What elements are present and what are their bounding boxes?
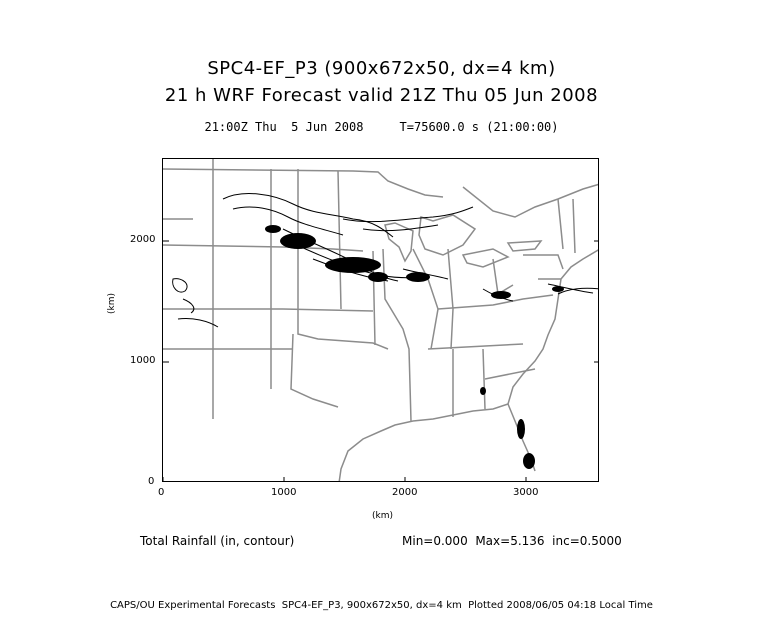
x-axis-unit: (km) [372,511,394,521]
rainfall-contours [173,194,599,327]
variable-label: Total Rainfall (in, contour) [140,534,295,548]
y-tick-1000: 1000 [130,355,156,366]
title-line-2: 21 h WRF Forecast valid 21Z Thu 05 Jun 2008 [164,85,599,106]
x-tick-3000: 3000 [513,487,539,498]
rainfall-max-cores [265,225,564,469]
field-stats: Min=0.000 Max=5.136 inc=0.5000 [402,534,622,548]
x-tick-0: 0 [158,487,165,498]
footer-caption: CAPS/OU Experimental Forecasts SPC4-EF_P3, 900x672x50, dx=4 km Plotted 2008/06/05 04:18 Local Time [110,600,653,611]
rainfall-map [162,158,599,482]
y-axis-unit: (km) [107,292,117,314]
y-tick-2000: 2000 [130,234,156,245]
basemap-svg [163,159,599,482]
state-boundaries [163,159,599,482]
x-tick-1000: 1000 [271,487,297,498]
time-info: 21:00Z Thu 5 Jun 2008 T=75600.0 s (21:00:00) [204,120,559,134]
title-line-1: SPC4-EF_P3 (900x672x50, dx=4 km) [207,58,556,79]
y-tick-0: 0 [148,476,155,487]
x-tick-2000: 2000 [392,487,418,498]
